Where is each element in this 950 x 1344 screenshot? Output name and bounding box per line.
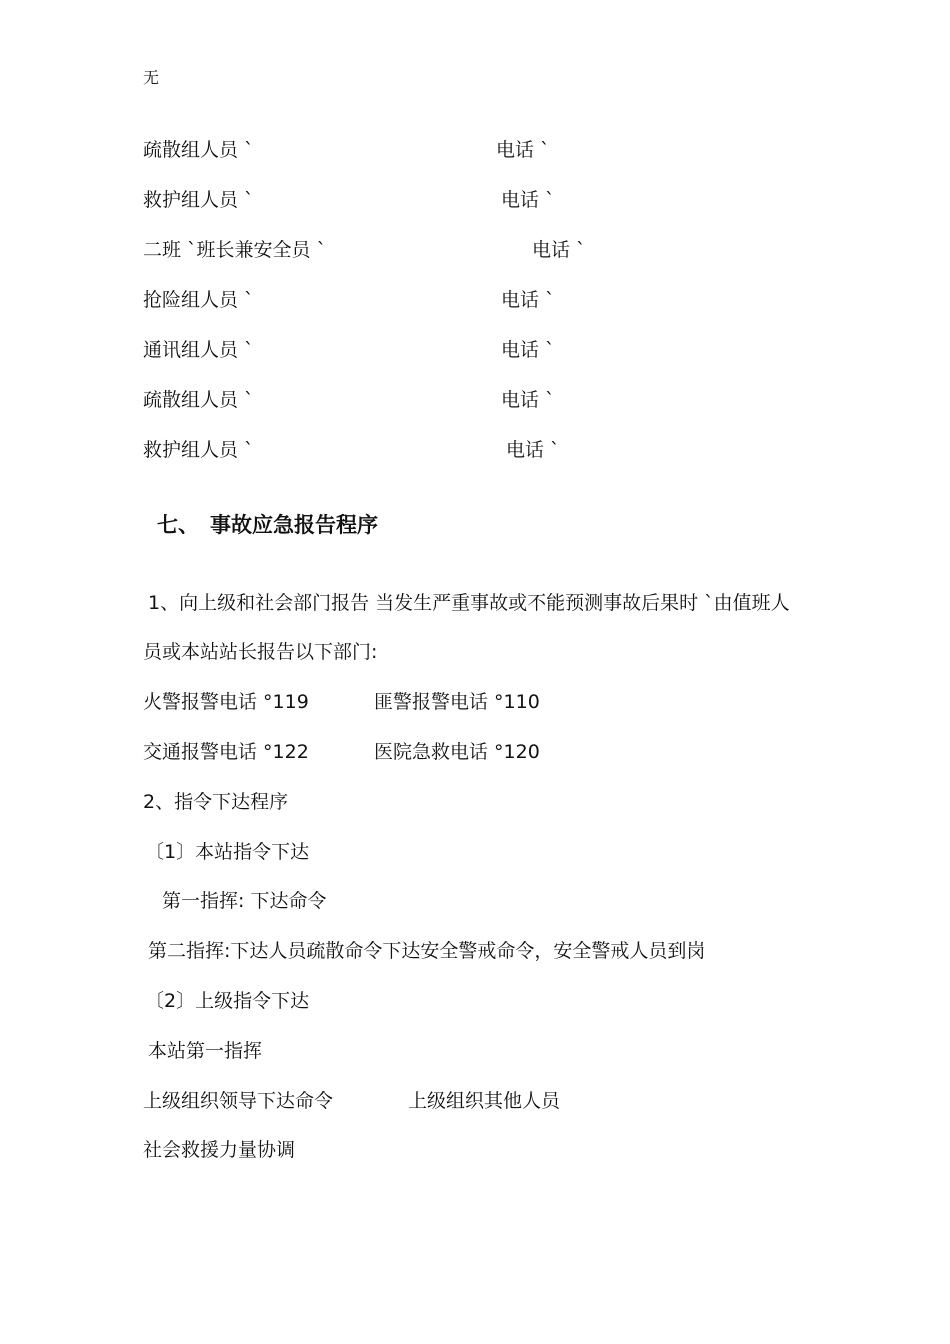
report-paragraph-line1: 1、向上级和社会部门报告 当发生严重事故或不能预测事故后果时 `由值班人: [148, 592, 790, 614]
station-first-commander: 本站第一指挥: [148, 1040, 263, 1062]
section-number: 七、: [157, 513, 199, 537]
contact-phone: 电话 `: [501, 339, 555, 361]
contact-label: 疏散组人员 `: [143, 139, 254, 161]
contact-label: 抢险组人员 `: [143, 289, 254, 311]
contact-label: 疏散组人员 `: [143, 389, 254, 411]
hospital-phone: 医院急救电话 °120: [374, 741, 540, 763]
leader-command: 上级组织领导下达命令: [143, 1090, 334, 1112]
social-rescue: 社会救援力量协调: [143, 1139, 296, 1161]
contact-phone: 电话 `: [506, 439, 560, 461]
contact-phone: 电话 `: [532, 239, 586, 261]
contact-label: 救护组人员 `: [143, 439, 254, 461]
contact-label: 通讯组人员 `: [143, 339, 254, 361]
contact-phone: 电话 `: [501, 189, 555, 211]
second-commander: 第二指挥:下达人员疏散命令下达安全警戒命令，安全警戒人员到岗: [148, 940, 706, 962]
traffic-phone: 交通报警电话 °122: [143, 741, 309, 763]
command-sub2: 〔2〕上级指令下达: [145, 990, 310, 1012]
contact-label: 救护组人员 `: [143, 189, 254, 211]
other-personnel: 上级组织其他人员: [408, 1090, 561, 1112]
first-commander: 第一指挥: 下达命令: [162, 890, 327, 912]
fire-phone: 火警报警电话 °119: [143, 691, 309, 713]
top-text: 无: [143, 68, 160, 87]
contact-phone: 电话 `: [496, 139, 550, 161]
contact-phone: 电话 `: [501, 389, 555, 411]
section-title: 事故应急报告程序: [210, 513, 378, 537]
police-phone: 匪警报警电话 °110: [374, 691, 540, 713]
contact-phone: 电话 `: [501, 289, 555, 311]
report-paragraph-line2: 员或本站站长报告以下部门:: [143, 641, 378, 663]
command-sub1: 〔1〕本站指令下达: [145, 841, 310, 863]
command-heading: 2、指令下达程序: [143, 791, 289, 813]
contact-label: 二班 `班长兼安全员 `: [143, 239, 327, 261]
